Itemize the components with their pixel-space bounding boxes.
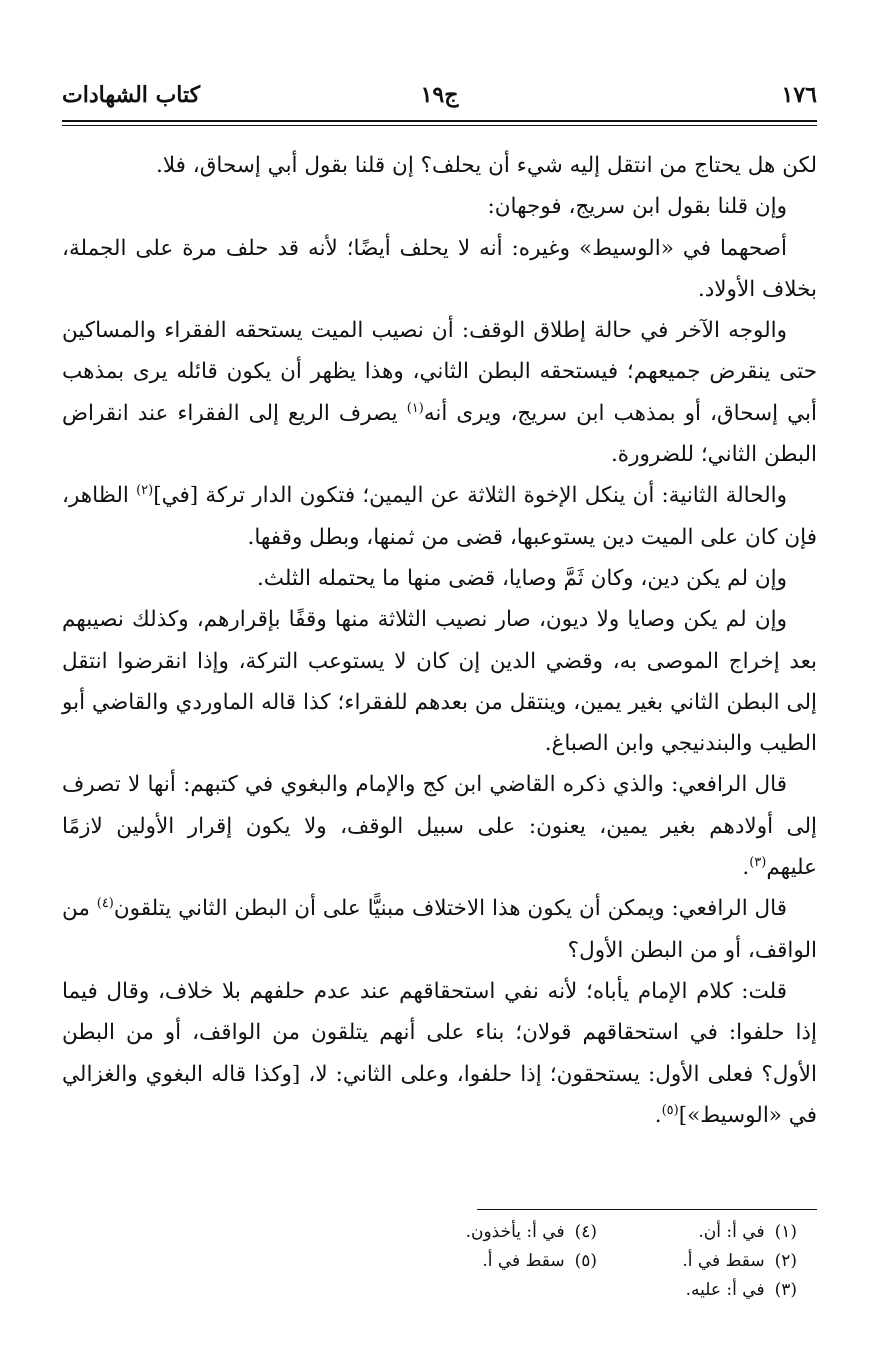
footnotes	[257, 1218, 817, 1318]
header-rule-thick	[62, 120, 817, 122]
body-text	[62, 145, 817, 1136]
footnote: (٥)سقط في أ.	[482, 1251, 597, 1271]
paragraph: وإن لم يكن دين، وكان ثَمَّ وصايا، قضى منها ما يحتمله الثلث.	[256, 565, 787, 591]
page-header	[62, 82, 817, 116]
footnote: (٣)في أ: عليه.	[685, 1280, 797, 1300]
paragraph: وإن لم يكن وصايا ولا ديون، صار نصيب الثلاثة منها وقفًا بإقرارهم، وكذلك نصيبهم بعد إخراج الموصى به، وقضي الدين إن كان لا يستوعب التركة، وإذا انقرضوا انتقل إلى البطن الثاني بغير يمين، وينتقل من بعدهم للفقراء؛ كذا قاله الماوردي والقاضي أبو الطيب والبندنيجي وابن الصباغ.	[62, 607, 817, 757]
paragraph: وإن قلنا بقول ابن سريج، فوجهان:	[487, 194, 787, 220]
footnote-ref: (٢)	[136, 483, 154, 499]
paragraph: قال الرافعي: والذي ذكره القاضي ابن كج والإمام والبغوي في كتبهم: أنها لا تصرف إلى أولادهم بغير يمين، يعنون: على سبيل الوقف، ولا يكون إقرار الأولين لازمًا عليهم$^{(٣)}$.	[62, 772, 817, 881]
paragraph: أصحهما في «الوسيط» وغيره: أنه لا يحلف أيضًا؛ لأنه قد حلف مرة على الجملة، بخلاف الأولاد.	[62, 235, 817, 302]
paragraph: والحالة الثانية: أن ينكل الإخوة الثلاثة عن اليمين؛ فتكون الدار تركة [في]$^{(٢)}$ الظاهر، فإن كان على الميت دين يستوعبها، قضى من ثمنها، وبطل وقفها.	[62, 483, 817, 550]
book-title: كتاب الشهادات	[62, 82, 201, 108]
paragraph: قلت: كلام الإمام يأباه؛ لأنه نفي استحقاقهم عند عدم حلفهم بلا خلاف، وقال فيما إذا حلفوا: في استحقاقهم قولان؛ بناء على أنهم يتلقون من الواقف، أو من البطن الأول؟ فعلى الأول: يستحقون؛ إذا حلفوا، وعلى الثاني: لا، [وكذا قاله البغوي والغزالي في «الوسيط»]$^{(٥)}$.	[62, 978, 817, 1128]
footnote: (٤)في أ: يأخذون.	[465, 1222, 597, 1242]
paragraph: لكن هل يحتاج من انتقل إليه شيء أن يحلف؟ إن قلنا بقول أبي إسحاق، فلا.	[156, 153, 817, 178]
volume-label: ج١٩	[420, 82, 459, 108]
footnote-ref: (٥)	[661, 1102, 679, 1118]
footnote-separator	[477, 1209, 817, 1210]
footnote: (١)في أ: أن.	[698, 1222, 797, 1242]
footnote-ref: (٤)	[96, 896, 114, 912]
header-rule-thin	[62, 125, 817, 126]
footnote: (٢)سقط في أ.	[682, 1251, 797, 1271]
paragraph: والوجه الآخر في حالة إطلاق الوقف: أن نصيب الميت يستحقه الفقراء والمساكين حتى ينقرض جميعهم؛ فيستحقه البطن الثاني، وهذا يظهر أن يكون قائله يرى بمذهب أبي إسحاق، أو بمذهب ابن سريج، ويرى أنه$^{(١)}$ يصرف الريع إلى الفقراء عند انقراض البطن الثاني؛ للضرورة.	[62, 318, 818, 468]
footnote-ref: (٣)	[749, 854, 767, 870]
page-number: ١٧٦	[781, 82, 817, 108]
footnote-ref: (١)	[406, 400, 424, 416]
paragraph: قال الرافعي: ويمكن أن يكون هذا الاختلاف مبنيًّا على أن البطن الثاني يتلقون$^{(٤)}$ من الواقف، أو من البطن الأول؟	[62, 896, 817, 963]
